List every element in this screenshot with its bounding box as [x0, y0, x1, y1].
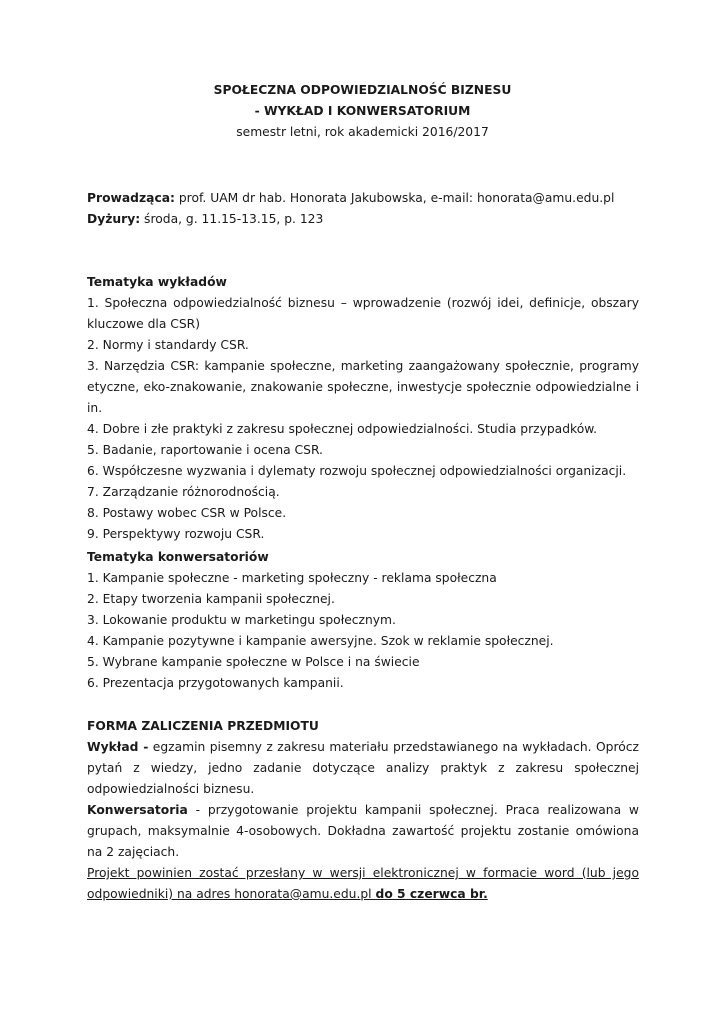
submission-text: Projekt powinien zostać przesłany w wersji elektronicznej w formacie word (lub jego odpowiedniki) na adres honorata@amu.edu.pl [87, 866, 639, 901]
list-item: 1. Społeczna odpowiedzialność biznesu – wprowadzenie (rozwój idei, definicje, obszary kluczowe dla CSR) [87, 296, 639, 331]
lecturer-line [87, 188, 639, 209]
lecturer-value: prof. UAM dr hab. Honorata Jakubowska, e-mail: honorata@amu.edu.pl [174, 191, 615, 205]
list-item: 7. Zarządzanie różnorodnością. [87, 485, 280, 499]
lectures-heading: Tematyka wykładów [87, 275, 227, 289]
seminar-assessment-text: - przygotowanie projektu kampanii społecznej. Praca realizowana w grupach, maksymalnie 4-osobowych. Dokładna zawartość projektu zostanie omówiona na 2 zajęciach. [87, 803, 639, 859]
list-item: 2. Etapy tworzenia kampanii społecznej. [87, 592, 335, 606]
office-hours-line [87, 209, 639, 230]
list-item: 5. Wybrane kampanie społeczne w Polsce i na świecie [87, 655, 420, 669]
seminars-heading: Tematyka konwersatoriów [87, 550, 269, 564]
lecturer-label: Prowadząca: [87, 191, 175, 205]
course-title: SPOŁECZNA ODPOWIEDZIALNOŚĆ BIZNESU [213, 83, 512, 97]
list-item: 6. Współczesne wyzwania i dylematy rozwoju społecznej odpowiedzialności organizacji. [87, 464, 627, 478]
list-item: 8. Postawy wobec CSR w Polsce. [87, 506, 287, 520]
lecture-assessment-label: Wykład - [87, 740, 149, 754]
contact-section [87, 188, 639, 230]
lecture-assessment [87, 737, 639, 800]
office-hours-label: Dyżury: [87, 212, 141, 226]
list-item: 4. Dobre i złe praktyki z zakresu społecznej odpowiedzialności. Studia przypadków. [87, 422, 598, 436]
list-item: 1. Kampanie społeczne - marketing społeczny - reklama społeczna [87, 571, 497, 585]
list-item: 3. Narzędzia CSR: kampanie społeczne, marketing zaangażowany społecznie, programy etyczne, eko-znakowanie, znakowanie społeczne, inwestycje społecznie odpowiedzialne i in. [87, 359, 639, 415]
document-header [0, 80, 725, 143]
assessment-section [87, 716, 639, 905]
submission-note [87, 863, 639, 905]
assessment-heading: FORMA ZALICZENIA PRZEDMIOTU [87, 719, 319, 733]
submission-deadline: do 5 czerwca br. [375, 887, 488, 901]
list-item: 9. Perspektywy rozwoju CSR. [87, 527, 265, 541]
seminars-section [87, 547, 639, 694]
office-hours-value: środa, g. 11.15-13.15, p. 123 [140, 212, 324, 226]
lecture-assessment-text: egzamin pisemny z zakresu materiału przedstawianego na wykładach. Oprócz pytań z wiedzy, jedno zadanie dotyczące analizy praktyk z zakresu społecznej odpowiedzialności biznesu. [87, 740, 639, 796]
list-item: 4. Kampanie pozytywne i kampanie awersyjne. Szok w reklamie społecznej. [87, 634, 554, 648]
course-subtitle: - WYKŁAD I KONWERSATORIUM [254, 104, 471, 118]
semester-info: semestr letni, rok akademicki 2016/2017 [236, 125, 489, 139]
list-item: 3. Lokowanie produktu w marketingu społecznym. [87, 613, 396, 627]
seminar-assessment [87, 800, 639, 863]
lectures-section [87, 272, 639, 545]
list-item: 6. Prezentacja przygotowanych kampanii. [87, 676, 344, 690]
seminar-assessment-label: Konwersatoria [87, 803, 188, 817]
list-item: 5. Badanie, raportowanie i ocena CSR. [87, 443, 323, 457]
list-item: 2. Normy i standardy CSR. [87, 338, 249, 352]
